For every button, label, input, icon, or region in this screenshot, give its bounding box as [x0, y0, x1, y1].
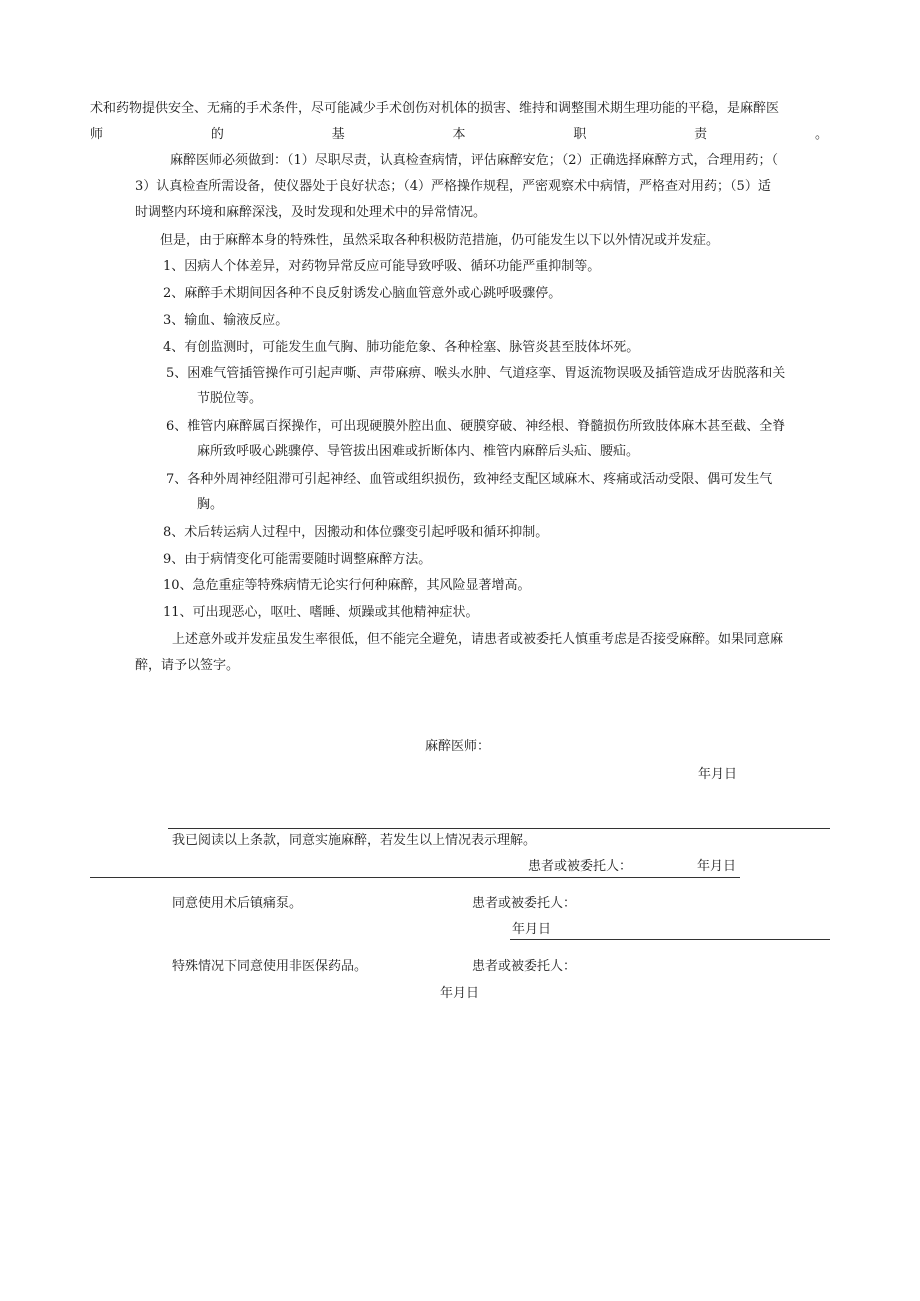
anesthesiologist-signature-date: 年月日 [698, 767, 738, 782]
duties-line-1: 麻醉医师必须做到：（1）尽职尽责，认真检查病情，评估麻醉安危；（2）正确选择麻醉方式，合理用药；（ [170, 153, 779, 168]
risk-item-7-line-1: 7、各种外周神经阻滞可引起神经、血管或组织损伤，致神经支配区域麻木、疼痛或活动受限、偶可发生气 [166, 472, 773, 487]
risk-item-9: 9、由于病情变化可能需要随时调整麻醉方法。 [163, 552, 432, 567]
divider-line [168, 828, 830, 829]
intro-char: 。 [814, 127, 828, 142]
risk-item-6-line-1: 6、椎管内麻醉属百探操作，可出现硬膜外腔出血、硬膜穿破、神经根、脊髓损伤所致肢体麻木甚至截、全脊 [166, 419, 786, 434]
risk-item-11: 11、可出现恶心，呕吐、嗜睡、烦躁或其他精神症状。 [163, 605, 479, 620]
divider-line [510, 939, 830, 940]
risk-item-6-line-2: 麻所致呼吸心跳骤停、导管拔出困难或折断体内、椎管内麻醉后头疝、腰疝。 [197, 444, 640, 459]
analgesia-pump-date: 年月日 [512, 922, 552, 937]
risk-item-2: 2、麻醉手术期间因各种不良反射诱发心脑血管意外或心跳呼吸骤停。 [163, 286, 562, 301]
risk-item-7-line-2: 胸。 [197, 497, 224, 512]
duties-line-2: 3）认真检查所需设备，使仪器处于良好状态；（4）严格操作规程，严密观察术中病情，严格查对用药；（5）适 [135, 179, 771, 194]
anesthesia-consent-signer-label: 患者或被委托人： [528, 859, 633, 874]
risk-item-5-line-2: 节脱位等。 [197, 391, 263, 406]
duties-line-3: 时调整内环境和麻醉深浅，及时发现和处理术中的异常情况。 [135, 205, 487, 220]
anesthesia-consent-text: 我已阅读以上条款，同意实施麻醉，若发生以上情况表示理解。 [172, 833, 537, 848]
non-insurance-drug-date: 年月日 [440, 986, 480, 1001]
intro-line-2 [90, 126, 828, 144]
intro-char: 师 [90, 127, 104, 142]
intro-line-1: 术和药物提供安全、无痛的手术条件，尽可能减少手术创伤对机体的损害、维持和调整围术期生理功能的平稳，是麻醉医 [90, 101, 780, 116]
anesthesia-consent-date: 年月日 [697, 859, 737, 874]
intro-char: 本 [452, 127, 466, 142]
risk-item-1: 1、因病人个体差异，对药物异常反应可能导致呼吸、循环功能严重抑制等。 [163, 259, 601, 274]
intro-char: 基 [331, 127, 345, 142]
risk-item-10: 10、急危重症等特殊病情无论实行何种麻醉，其风险显著增高。 [163, 578, 531, 593]
summary-line-1: 上述意外或并发症虽发生率很低，但不能完全避免，请患者或被委托人慎重考虑是否接受麻醉。如果同意麻 [172, 632, 784, 647]
anesthesiologist-signature-label: 麻醉医师： [425, 739, 491, 754]
risk-item-8: 8、术后转运病人过程中，因搬动和体位骤变引起呼吸和循环抑制。 [163, 525, 549, 540]
intro-char: 的 [210, 127, 224, 142]
intro-char: 责 [694, 127, 708, 142]
analgesia-pump-consent-text: 同意使用术后镇痛泵。 [172, 896, 303, 911]
risk-item-4: 4、有创监测时，可能发生血气胸、肺功能危象、各种栓塞、脉管炎甚至肢体坏死。 [163, 340, 640, 355]
intro-char: 职 [573, 127, 587, 142]
non-insurance-drug-consent-text: 特殊情况下同意使用非医保药品。 [172, 959, 368, 974]
however-paragraph: 但是，由于麻醉本身的特殊性，虽然采取各种积极防范措施，仍可能发生以下以外情况或并发症。 [160, 233, 720, 248]
analgesia-pump-signer-label: 患者或被委托人： [472, 896, 577, 911]
non-insurance-drug-signer-label: 患者或被委托人： [472, 959, 577, 974]
divider-line [90, 877, 740, 878]
summary-line-2: 醉，请予以签字。 [135, 658, 240, 673]
risk-item-5-line-1: 5、困难气管插管操作可引起声嘶、声带麻痹、喉头水肿、气道痉挛、胃返流物误吸及插管造成牙齿脱落和关 [166, 366, 786, 381]
risk-item-3: 3、输血、输液反应。 [163, 313, 289, 328]
